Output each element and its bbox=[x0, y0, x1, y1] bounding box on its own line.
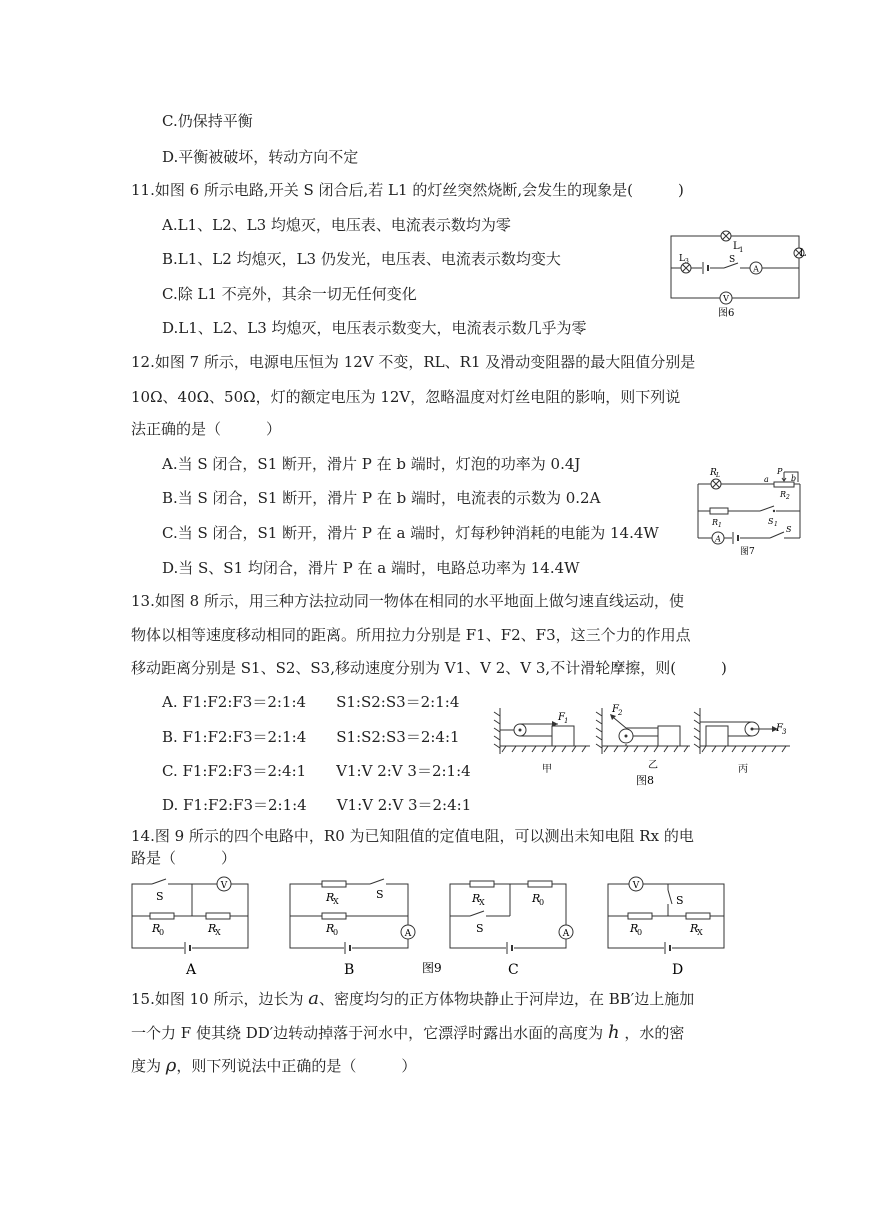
circuit-c-ammeter-label: A bbox=[562, 929, 570, 939]
resistor-r1-icon bbox=[710, 508, 728, 514]
circuit-a bbox=[132, 877, 248, 978]
q15-line1-part1: 15.如图 10 所示，边长为 bbox=[131, 990, 309, 1008]
fig7-label-s1: S bbox=[768, 517, 774, 526]
switch-s-icon bbox=[770, 532, 800, 538]
circuit-b-label[interactable]: B bbox=[344, 962, 355, 978]
q15-stem-line2 bbox=[131, 1023, 684, 1043]
q15-line2-part1: 一个力 F 使其绕 DD′边转动掉落于河水中，它漂浮时露出水面的高度为 bbox=[131, 1024, 608, 1042]
circuit-c-label-r0-sub: 0 bbox=[539, 898, 545, 907]
voltmeter-icon bbox=[629, 877, 643, 891]
switch-s-icon bbox=[470, 911, 486, 920]
fig8-label-f3-sub: 3 bbox=[782, 728, 787, 736]
resistor-r0-icon bbox=[150, 913, 174, 919]
circuit-c-label-rx-sub: X bbox=[479, 898, 485, 907]
q13-option-b: B. F1:F2:F3＝2:1:4 S1:S2:S3＝2:4:1 bbox=[162, 728, 460, 746]
fig8-caption: 图8 bbox=[636, 774, 654, 787]
circuit-d-label-r0-sub: 0 bbox=[637, 928, 643, 937]
fig8-label-bing: 丙 bbox=[738, 764, 748, 775]
resistor-rx-icon bbox=[470, 881, 494, 887]
circuit-a-label-r0: R bbox=[152, 922, 161, 935]
circuit-b-label-s: S bbox=[376, 888, 384, 901]
q15-variable-a: a bbox=[308, 988, 319, 1009]
circuit-a-label-rx-sub: X bbox=[215, 928, 221, 937]
q13-stem-line1: 13.如图 8 所示，用三种方法拉动同一物体在相同的水平地面上做匀速直线运动，使 bbox=[131, 592, 684, 610]
circuit-d-label-rx: R bbox=[690, 922, 699, 935]
q11-option-d: D.L1、L2、L3 均熄灭，电压表示数变大，电流表示数几乎为零 bbox=[162, 319, 587, 337]
q12-option-c: C.当 S 闭合，S1 断开，滑片 P 在 a 端时，灯每秒钟消耗的电能为 14.4W bbox=[162, 524, 659, 542]
circuit-c-label-s: S bbox=[476, 922, 484, 935]
figure-9-circuits bbox=[126, 874, 736, 982]
fig7-label-s: S bbox=[786, 525, 792, 534]
battery-icon bbox=[344, 942, 352, 954]
lamp-rl-icon bbox=[711, 479, 721, 489]
q12-option-d: D.当 S、S1 均闭合，滑片 P 在 a 端时，电路总功率为 14.4W bbox=[162, 559, 580, 577]
q11-option-b: B.L1、L2 均熄灭，L3 仍发光，电压表、电流表示数均变大 bbox=[162, 250, 561, 268]
q14-stem-line2: 路是（ ） bbox=[131, 849, 237, 867]
fig7-label-r1-sub: 1 bbox=[718, 522, 722, 529]
fig7-label-s1-sub: 1 bbox=[774, 521, 778, 528]
circuit-a-label-rx: R bbox=[208, 922, 217, 935]
fig6-caption: 图6 bbox=[718, 308, 735, 318]
q13-stem-line2: 物体以相等速度移动相同的距离。所用拉力分别是 F1、F2、F3，这三个力的作用点 bbox=[131, 626, 691, 644]
q12-option-a: A.当 S 闭合，S1 断开，滑片 P 在 b 端时，灯泡的功率为 0.4J bbox=[162, 455, 581, 473]
force-arrow-f1-icon bbox=[520, 721, 558, 727]
circuit-c bbox=[450, 881, 573, 978]
resistor-r0-icon bbox=[322, 913, 346, 919]
fig7-label-r1: R bbox=[712, 518, 719, 527]
circuit-b-label-r0: R bbox=[326, 922, 335, 935]
battery-icon bbox=[184, 942, 192, 954]
circuit-a-label[interactable]: A bbox=[186, 962, 197, 978]
fig8-label-f3: F bbox=[776, 723, 783, 734]
fig6-label-l1: L bbox=[733, 241, 740, 252]
resistor-rx-icon bbox=[686, 913, 710, 919]
fig6-voltmeter-label: V bbox=[723, 294, 729, 303]
fig6-ammeter-label: A bbox=[753, 264, 759, 274]
ammeter-icon bbox=[712, 532, 724, 544]
voltmeter-icon bbox=[217, 877, 231, 891]
fig6-label-l1-sub: 1 bbox=[739, 246, 744, 254]
q15-line1-part2: 、密度均匀的正方体物块静止于河岸边，在 BB′边上施加 bbox=[318, 990, 695, 1008]
fig8-label-f1-sub: 1 bbox=[564, 717, 569, 725]
q13-stem-line3: 移动距离分别是 S1、S2、S3,移动速度分别为 V1、V 2、V 3,不计滑轮摩擦，则( ) bbox=[131, 659, 727, 677]
q11-stem: 11.如图 6 所示电路,开关 S 闭合后,若 L1 的灯丝突然烧断,会发生的现象是( ) bbox=[131, 181, 684, 199]
resistor-r0-icon bbox=[628, 913, 652, 919]
circuit-c-label[interactable]: C bbox=[508, 962, 519, 978]
q12-stem-line1: 12.如图 7 所示，电源电压恒为 12V 不变，RL、R1 及滑动变阻器的最大阻值分别是 bbox=[131, 353, 696, 371]
fig6-label-s: S bbox=[729, 255, 736, 265]
switch-s-icon bbox=[152, 879, 168, 888]
figure-7-circuit bbox=[688, 466, 808, 556]
q15-stem-line1 bbox=[131, 989, 694, 1009]
circuit-c-label-rx: R bbox=[472, 892, 481, 905]
fig7-label-r2: R bbox=[780, 490, 787, 499]
ammeter-icon bbox=[401, 925, 415, 939]
circuit-d-label[interactable]: D bbox=[672, 962, 684, 978]
fig7-label-p: P bbox=[777, 467, 783, 476]
q15-line3-part1: 度为 bbox=[131, 1057, 166, 1075]
q15-variable-rho: ρ bbox=[165, 1055, 177, 1076]
q13-option-a: A. F1:F2:F3＝2:1:4 S1:S2:S3＝2:1:4 bbox=[162, 693, 460, 711]
fig6-label-l2: L bbox=[799, 248, 806, 259]
circuit-d-label-rx-sub: X bbox=[697, 928, 703, 937]
q10-option-d: D.平衡被破坏，转动方向不定 bbox=[162, 148, 359, 166]
q15-line2-part2: ，水的密 bbox=[619, 1024, 685, 1042]
pulley-yi-icon bbox=[619, 729, 633, 743]
q15-variable-h: h bbox=[607, 1022, 620, 1043]
fig6-label-l3-sub: 3 bbox=[685, 258, 689, 265]
lamp-l1-icon bbox=[721, 231, 731, 241]
circuit-a-label-r0-sub: 0 bbox=[159, 928, 165, 937]
figure-6-circuit bbox=[666, 226, 806, 318]
fig9-caption: 图9 bbox=[422, 961, 442, 975]
fig7-label-r2-sub: 2 bbox=[786, 494, 790, 501]
ammeter-icon bbox=[559, 925, 573, 939]
q15-stem-line3 bbox=[131, 1056, 416, 1076]
circuit-b-label-rx-sub: X bbox=[333, 897, 339, 906]
circuit-d-voltmeter-label: V bbox=[632, 881, 640, 891]
q11-option-a: A.L1、L2、L3 均熄灭，电压表、电流表示数均为零 bbox=[162, 216, 511, 234]
voltmeter-icon bbox=[720, 292, 732, 304]
switch-s-icon bbox=[370, 879, 386, 888]
switch-s-icon bbox=[664, 890, 672, 904]
q12-stem-line3: 法正确的是（ ） bbox=[131, 420, 282, 438]
fig7-label-a: a bbox=[764, 475, 769, 484]
fig8-label-yi: 乙 bbox=[648, 760, 658, 771]
q10-option-c: C.仍保持平衡 bbox=[162, 112, 253, 130]
circuit-c-label-r0: R bbox=[532, 892, 541, 905]
circuit-b-label-rx: R bbox=[326, 891, 335, 904]
pulley-jia-icon bbox=[514, 724, 526, 736]
circuit-a-voltmeter-label: V bbox=[220, 881, 228, 891]
fig8-label-f2-sub: 2 bbox=[618, 709, 623, 717]
circuit-b-label-r0-sub: 0 bbox=[333, 928, 339, 937]
circuit-d bbox=[608, 877, 724, 978]
figure-8-pulleys bbox=[490, 700, 800, 790]
fig7-label-b: b bbox=[791, 474, 797, 483]
ammeter-icon bbox=[750, 262, 762, 274]
q12-option-b: B.当 S 闭合，S1 断开，滑片 P 在 b 端时，电流表的示数为 0.2A bbox=[162, 489, 601, 507]
q13-option-d: D. F1:F2:F3＝2:1:4 V1:V 2:V 3＝2:4:1 bbox=[162, 796, 472, 814]
fig8-label-jia: 甲 bbox=[542, 764, 552, 775]
circuit-b-ammeter-label: A bbox=[404, 929, 412, 939]
fig7-label-rl-sub: L bbox=[716, 472, 720, 479]
q12-stem-line2: 10Ω、40Ω、50Ω，灯的额定电压为 12V，忽略温度对灯丝电阻的影响，则下列说 bbox=[131, 388, 681, 406]
circuit-a-label-s: S bbox=[156, 890, 164, 903]
battery-icon bbox=[732, 532, 740, 544]
resistor-rx-icon bbox=[322, 881, 346, 887]
fig8-label-f1: F bbox=[558, 712, 565, 723]
fig7-caption: 图7 bbox=[740, 547, 755, 556]
battery-icon bbox=[506, 942, 514, 954]
q13-option-c: C. F1:F2:F3＝2:4:1 V1:V 2:V 3＝2:1:4 bbox=[162, 762, 471, 780]
circuit-d-label-r0: R bbox=[630, 922, 639, 935]
fig6-label-l3: L bbox=[679, 254, 685, 264]
fig7-ammeter-label: A bbox=[715, 534, 721, 544]
circuit-d-label-s: S bbox=[676, 894, 684, 907]
circuit-b bbox=[290, 879, 415, 978]
resistor-r0-icon bbox=[528, 881, 552, 887]
battery-icon bbox=[664, 942, 672, 954]
switch-s1-icon bbox=[760, 506, 776, 512]
fig7-label-rl: R bbox=[710, 468, 717, 478]
fig8-label-f2: F bbox=[612, 704, 619, 715]
battery-icon bbox=[702, 261, 710, 275]
q14-stem-line1: 14.图 9 所示的四个电路中，R0 为已知阻值的定值电阻，可以测出未知电阻 Rx 的电 bbox=[131, 827, 694, 845]
q11-option-c: C.除 L1 不亮外，其余一切无任何变化 bbox=[162, 285, 417, 303]
resistor-rx-icon bbox=[206, 913, 230, 919]
q15-line3-part2: ，则下列说法中正确的是（ ） bbox=[176, 1057, 417, 1075]
